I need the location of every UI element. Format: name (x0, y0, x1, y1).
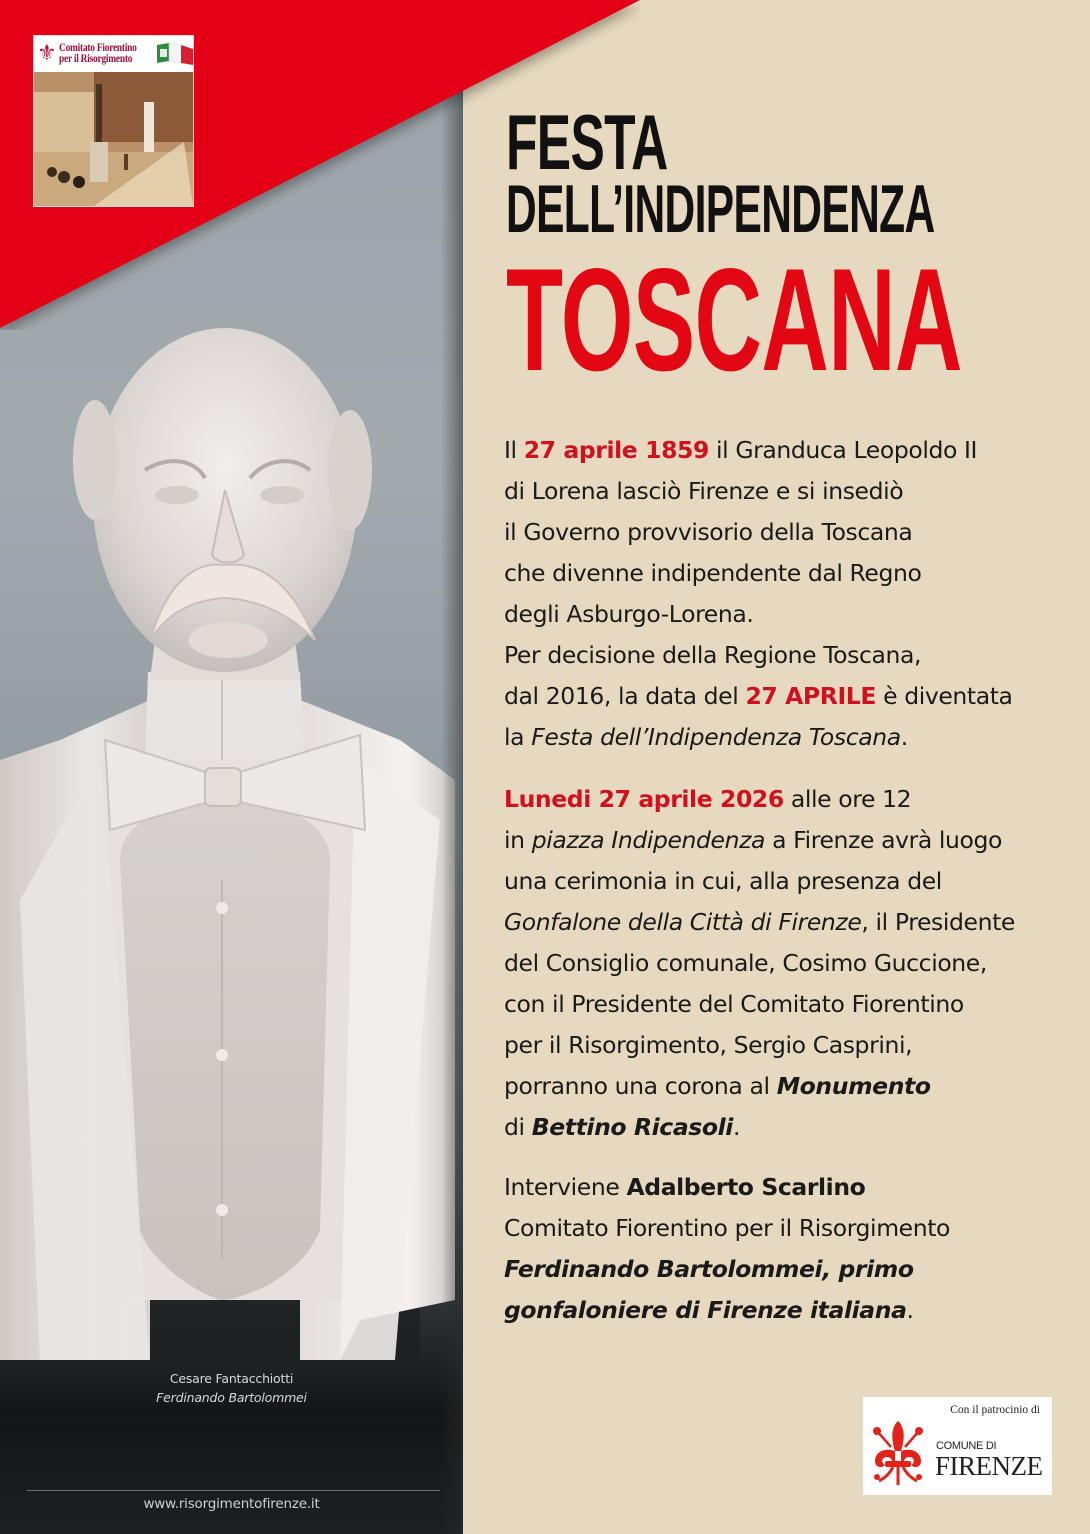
date-highlight: 27 aprile 1859 (523, 436, 709, 464)
website-link[interactable]: www.risorgimentofirenze.it (143, 1496, 320, 1512)
florence-lily-icon: ⚜ (37, 41, 57, 66)
italian-flag-icon (155, 41, 194, 67)
patronage-label: Con il patrocinio di (950, 1404, 1040, 1416)
firenze-label: FIRENZE (935, 1451, 1043, 1481)
title-line-toscana: TOSCANA (506, 238, 962, 401)
divider (27, 1490, 440, 1491)
comune-label: COMUNE DI (936, 1440, 997, 1452)
title-line-festa: FESTA (506, 98, 668, 186)
photo-caption-author: Cesare Fantacchiotti (169, 1371, 294, 1386)
photo-caption-title: Ferdinando Bartolommei (156, 1390, 307, 1405)
comitato-logo (33, 35, 194, 207)
paragraph-speaker: Interviene Adalberto Scarlino Comitato Fiorentino per il Risorgimento Ferdinando Bartolommei, primo gonfaloniere di Firenze italiana. (504, 1173, 951, 1324)
event-date: Lunedi 27 aprile 2026 (504, 785, 784, 813)
title-line-indipendenza: DELL’INDIPENDENZA (506, 171, 935, 247)
paragraph-event: Lunedi 27 aprile 2026 alle ore 12 in piazza Indipendenza a Firenze avrà luogo una cerimonia in cui, alla presenza del Gonfalone della Città di Firenze, il Presidente del Consiglio comunale, Cosimo Guccione, con il Presidente del Comitato Fiorentino per il Risorgimento, Sergio Casprini, porranno una corona al Monumento di Bettino Ricasoli. (504, 785, 1015, 1141)
logo-text: Comitato Fiorentino per il Risorgimento (58, 42, 137, 65)
florence-lily-icon (869, 1417, 927, 1489)
paragraph-history: Il 27 aprile 1859 il Granduca Leopoldo II di Lorena lasciò Firenze e si insediò il Governo provvisorio della Toscana che divenne indipendente dal Regno degli Asburgo-Lorena. Per decisione della Regione Toscana, dal 2016, la data del 27 APRILE è diventata la Festa dell’Indipendenza Toscana. (504, 436, 1013, 751)
patronage-logo (863, 1397, 1052, 1495)
content-panel (463, 0, 1090, 1534)
logo-header (34, 36, 193, 72)
historic-painting-image (34, 72, 193, 206)
date-highlight: 27 APRILE (745, 682, 877, 710)
speaker-name: Adalberto Scarlino (626, 1173, 866, 1201)
